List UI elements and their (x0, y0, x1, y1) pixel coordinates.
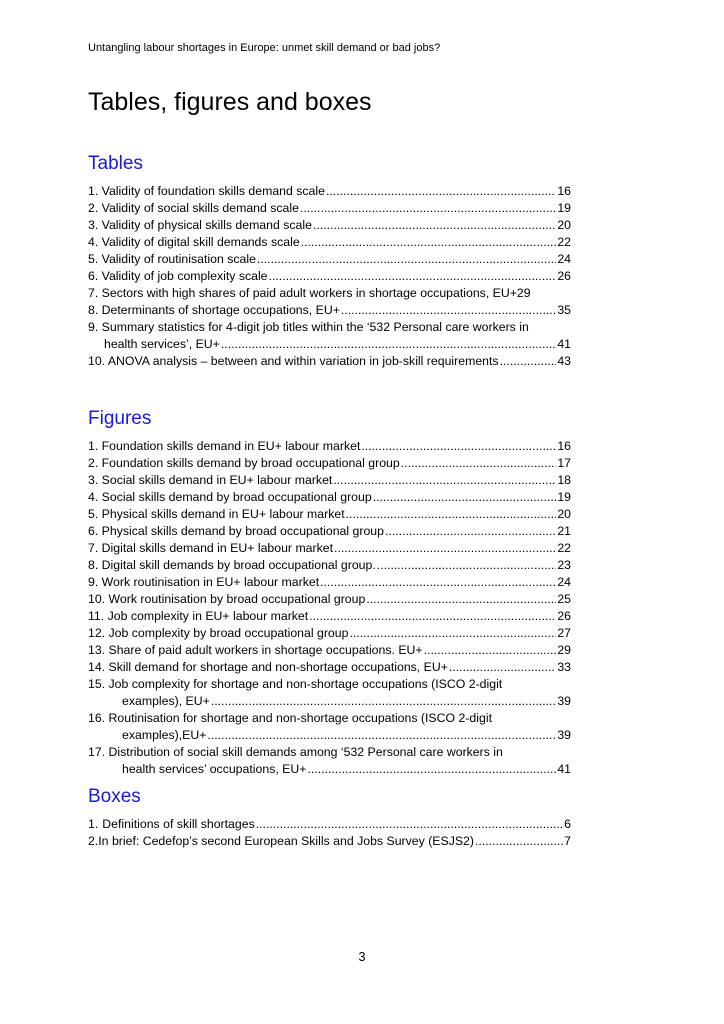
figure-entry-14[interactable]: 14. Skill demand for shortage and non-shortage occupations, EU+ ..... 33 (88, 659, 571, 676)
box-entry-2[interactable]: 2. In brief: Cedefop’s second European Skills and Jobs Survey (ESJS2) ..... 7 (88, 833, 571, 850)
figure-entry-6[interactable]: 6. Physical skills demand by broad occupational group ..... 21 (88, 523, 571, 540)
figure-entry-7[interactable]: 7. Digital skills demand in EU+ labour market ..... 22 (88, 540, 571, 557)
figure-entry-1[interactable]: 1. Foundation skills demand in EU+ labour market ..... 16 (88, 438, 571, 455)
figure-entry-2[interactable]: 2. Foundation skills demand by broad occupational group ..... 17 (88, 455, 571, 472)
figure-entry-13[interactable]: 13. Share of paid adult workers in shortage occupations. EU+ ..... 29 (88, 642, 571, 659)
table-entry-10[interactable]: 10. ANOVA analysis – between and within variation in job-skill requirements ..... 43 (88, 353, 571, 370)
figure-entry-5[interactable]: 5. Physical skills demand in EU+ labour market ..... 20 (88, 506, 571, 523)
figures-list (88, 438, 571, 778)
figure-entry-4[interactable]: 4. Social skills demand by broad occupational group ..... 19 (88, 489, 571, 506)
table-entry-3[interactable]: 3. Validity of physical skills demand scale ..... 20 (88, 217, 571, 234)
figure-entry-15[interactable]: 15. Job complexity for shortage and non-shortage occupations (ISCO 2-digit examples), EU+ ..... 39 (88, 676, 571, 710)
tables-list (88, 183, 571, 370)
table-entry-9[interactable]: 9. Summary statistics for 4-digit job titles within the ‘532 Personal care workers in health services’, EU+ ..... 41 (88, 319, 571, 353)
figure-entry-9[interactable]: 9. Work routinisation in EU+ labour market ..... 24 (88, 574, 571, 591)
page-title: Tables, figures and boxes (88, 88, 372, 116)
figure-entry-10[interactable]: 10. Work routinisation by broad occupational group ..... 25 (88, 591, 571, 608)
figure-entry-11[interactable]: 11. Job complexity in EU+ labour market ..... 26 (88, 608, 571, 625)
figure-entry-3[interactable]: 3. Social skills demand in EU+ labour market ..... 18 (88, 472, 571, 489)
boxes-heading: Boxes (88, 786, 141, 807)
table-entry-8[interactable]: 8. Determinants of shortage occupations, EU+ ..... 35 (88, 302, 571, 319)
figure-entry-8[interactable]: 8. Digital skill demands by broad occupational group. ..... 23 (88, 557, 571, 574)
table-entry-1[interactable]: 1. Validity of foundation skills demand scale ..... 16 (88, 183, 571, 200)
box-entry-1[interactable]: 1. Definitions of skill shortages ..... 6 (88, 816, 571, 833)
figure-entry-16[interactable]: 16. Routinisation for shortage and non-shortage occupations (ISCO 2-digit examples),EU+ ..... 39 (88, 710, 571, 744)
figure-entry-12[interactable]: 12. Job complexity by broad occupational group ..... 27 (88, 625, 571, 642)
boxes-list (88, 816, 571, 850)
table-entry-6[interactable]: 6. Validity of job complexity scale ..... 26 (88, 268, 571, 285)
figure-entry-17[interactable]: 17. Distribution of social skill demands among ‘532 Personal care workers in health services’ occupations, EU+ ..... 41 (88, 744, 571, 778)
running-header: Untangling labour shortages in Europe: unmet skill demand or bad jobs? (88, 42, 441, 54)
table-entry-5[interactable]: 5. Validity of routinisation scale ..... 24 (88, 251, 571, 268)
figures-heading: Figures (88, 408, 152, 429)
table-entry-4[interactable]: 4. Validity of digital skill demands scale ..... 22 (88, 234, 571, 251)
tables-heading: Tables (88, 153, 143, 174)
table-entry-2[interactable]: 2. Validity of social skills demand scale ..... 19 (88, 200, 571, 217)
page-number: 3 (358, 950, 366, 964)
table-entry-7[interactable]: 7. Sectors with high shares of paid adult workers in shortage occupations, EU+ 29 (88, 286, 531, 300)
